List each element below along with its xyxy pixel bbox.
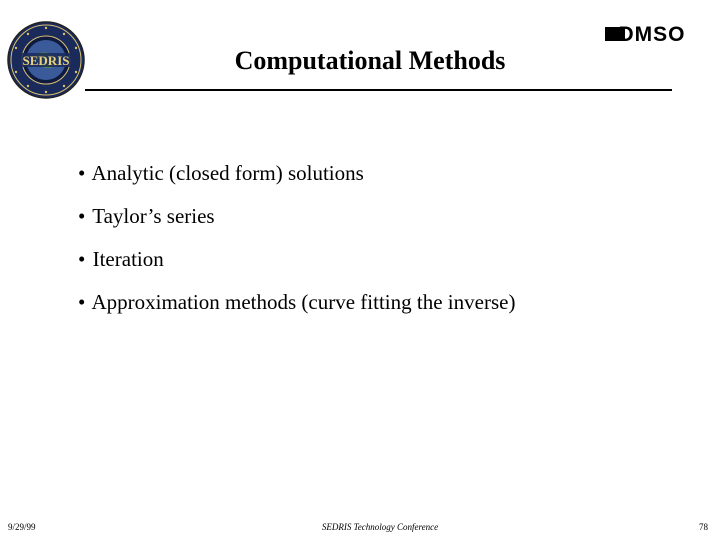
bullet-dot: •	[78, 290, 86, 314]
footer-conference: SEDRIS Technology Conference	[321, 522, 439, 532]
dmso-logo	[604, 20, 700, 46]
bullet-text: Taylor’s series	[92, 204, 215, 228]
bullet-text: Approximation methods (curve fitting the inverse)	[91, 290, 516, 314]
bullet-list	[78, 160, 515, 332]
bullet-item	[78, 160, 515, 187]
bullet-item	[78, 246, 515, 273]
footer-date: 9/29/99	[8, 522, 36, 532]
sedris-logo-text: SEDRIS	[22, 53, 70, 68]
bullet-item	[78, 289, 515, 316]
bullet-text: Iteration	[92, 247, 164, 271]
bullet-dot: •	[78, 161, 86, 185]
bullet-dot: •	[78, 204, 86, 228]
bullet-item	[78, 203, 515, 230]
slide-title: Computational Methods	[234, 46, 506, 75]
sedris-seal-logo	[6, 20, 86, 100]
footer-page-number: 78	[699, 522, 708, 532]
bullet-dot: •	[78, 247, 86, 271]
title-divider	[85, 89, 672, 91]
bullet-text: Analytic (closed form) solutions	[91, 161, 364, 185]
dmso-logo-text: DMSO	[618, 23, 686, 46]
